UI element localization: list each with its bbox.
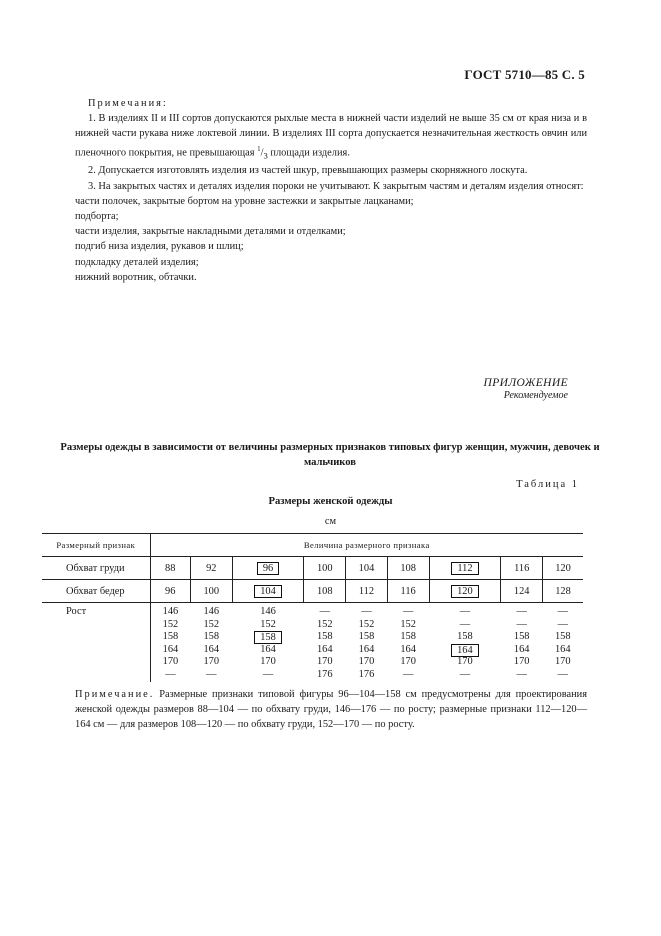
height-value: 164 bbox=[203, 643, 220, 655]
height-value: 170 bbox=[316, 656, 333, 668]
list-item: части изделия, закрытые накладными деталями и отделками; bbox=[75, 226, 346, 238]
height-value: — bbox=[516, 606, 527, 617]
table-row bbox=[42, 603, 583, 682]
height-value: — bbox=[402, 668, 414, 680]
height-value: 158 bbox=[203, 631, 220, 643]
height-value: — bbox=[557, 668, 568, 680]
table-cell: 116 bbox=[501, 557, 543, 580]
height-value: 158 bbox=[513, 631, 530, 643]
height-value: 146 bbox=[162, 606, 179, 617]
height-value: 170 bbox=[400, 656, 416, 668]
height-value: 158 bbox=[400, 631, 416, 643]
boxed-value: 164 bbox=[451, 644, 479, 657]
table-cell: 96 bbox=[150, 580, 190, 603]
list-item: нижний воротник, обтачки. bbox=[75, 271, 197, 283]
height-value: 158 bbox=[358, 631, 375, 643]
height-value: 146 bbox=[203, 606, 220, 617]
table-cell bbox=[232, 603, 304, 682]
closed-parts-list bbox=[75, 194, 587, 285]
height-value: 170 bbox=[554, 656, 571, 668]
height-value: 164 bbox=[400, 643, 416, 655]
height-value: 152 bbox=[162, 618, 179, 630]
notes-block bbox=[75, 96, 587, 285]
table-cell bbox=[232, 557, 304, 580]
list-item: подкладку деталей изделия; bbox=[75, 256, 199, 268]
height-value: 176 bbox=[316, 668, 333, 680]
height-value: — bbox=[361, 606, 372, 617]
row-label: Обхват груди bbox=[42, 557, 150, 580]
table-cell: 124 bbox=[501, 580, 543, 603]
height-value: 152 bbox=[358, 618, 375, 630]
table-subtitle: Размеры женской одежды bbox=[268, 496, 393, 507]
height-value: 164 bbox=[162, 643, 179, 655]
height-value: — bbox=[206, 668, 217, 680]
table-header-row bbox=[42, 534, 583, 557]
height-value: 164 bbox=[513, 643, 530, 655]
boxed-value: 112 bbox=[451, 562, 478, 575]
table-cell bbox=[304, 603, 346, 682]
boxed-value: 96 bbox=[257, 562, 279, 575]
header-values: Величина размерного признака bbox=[150, 534, 583, 557]
height-value: 152 bbox=[400, 618, 416, 630]
table-note bbox=[75, 687, 587, 733]
height-value: 164 bbox=[358, 643, 375, 655]
height-value: 158 bbox=[457, 631, 473, 643]
table-cell: 100 bbox=[304, 557, 346, 580]
height-value: 170 bbox=[358, 656, 375, 668]
list-item: подгиб низа изделия, рукавов и шлиц; bbox=[75, 241, 244, 253]
list-item: подборта; bbox=[75, 210, 119, 222]
table-row bbox=[42, 580, 583, 603]
table-cell: 88 bbox=[150, 557, 190, 580]
size-table bbox=[42, 533, 583, 682]
height-value: — bbox=[516, 668, 527, 680]
page-header: ГОСТ 5710—85 С. 5 bbox=[464, 67, 585, 82]
height-value: — bbox=[402, 606, 414, 617]
note-3: 3. На закрытых частях и деталях изделия пороки не учитывают. К закрытым частям и деталям изделия относят: bbox=[88, 180, 584, 192]
table-cell: 116 bbox=[387, 580, 429, 603]
table-cell bbox=[190, 603, 232, 682]
height-value: 170 bbox=[457, 656, 473, 668]
table-cell bbox=[429, 603, 501, 682]
height-value: 170 bbox=[513, 656, 530, 668]
table-note-text: Размерные признаки типовой фигуры 96—104—158 см предусмотрены для проектирования женской одежды размеров 88—104 — по обхвату груди, 146—176 — по росту; размерные признаки 112—120—164 см — для размеров 108—120 — по обхвату груди, 152—170 — по росту. bbox=[75, 689, 588, 731]
table-cell: 128 bbox=[543, 580, 583, 603]
height-value: — bbox=[557, 618, 568, 630]
boxed-value: 158 bbox=[254, 631, 282, 644]
height-value: 158 bbox=[554, 631, 571, 643]
height-value: 146 bbox=[260, 606, 276, 617]
table-cell bbox=[429, 557, 501, 580]
height-value: — bbox=[557, 606, 568, 617]
height-value: 158 bbox=[316, 631, 333, 643]
height-value: 164 bbox=[554, 643, 571, 655]
height-value: 170 bbox=[203, 656, 220, 668]
boxed-value: 120 bbox=[451, 585, 479, 598]
table-cell bbox=[543, 603, 583, 682]
height-value: — bbox=[165, 668, 176, 680]
table-number: Таблица 1 bbox=[516, 479, 579, 490]
row-label: Обхват бедер bbox=[42, 580, 150, 603]
notes-heading: Примечания: bbox=[88, 98, 168, 109]
table-cell: 108 bbox=[387, 557, 429, 580]
height-value: — bbox=[459, 618, 471, 630]
table-cell bbox=[429, 580, 501, 603]
header-feature: Размерный признак bbox=[42, 534, 150, 557]
height-value: 170 bbox=[260, 656, 276, 668]
table-note-label: Примечание. bbox=[75, 689, 155, 700]
table-cell bbox=[501, 603, 543, 682]
height-value: 170 bbox=[162, 656, 179, 668]
table-cell: 120 bbox=[543, 557, 583, 580]
list-item: части полочек, закрытые бортом на уровне застежки и закрытые лацканами; bbox=[75, 195, 414, 207]
height-value: — bbox=[516, 618, 527, 630]
unit-label: см bbox=[324, 516, 337, 527]
height-value: — bbox=[319, 606, 330, 617]
height-value: — bbox=[459, 668, 471, 680]
table-cell bbox=[150, 603, 190, 682]
height-value: 164 bbox=[316, 643, 333, 655]
height-value: 152 bbox=[316, 618, 333, 630]
appendix-label: ПРИЛОЖЕНИЕ Рекомендуемое bbox=[483, 377, 568, 401]
height-value: 176 bbox=[358, 668, 375, 680]
table-main-title: Размеры одежды в зависимости от величины размерных признаков типовых фигур женщин, мужчин, девочек и мальчиков bbox=[60, 442, 600, 468]
note-2: 2. Допускается изготовлять изделия из частей шкур, превышающих размеры скорняжного лоскута. bbox=[88, 165, 528, 177]
height-value: — bbox=[262, 668, 274, 680]
table-cell bbox=[387, 603, 429, 682]
table-cell: 100 bbox=[190, 580, 232, 603]
height-value: 152 bbox=[203, 618, 220, 630]
table-row bbox=[42, 557, 583, 580]
table-cell bbox=[232, 580, 304, 603]
height-value bbox=[232, 631, 304, 644]
height-value: — bbox=[459, 606, 471, 617]
table-cell: 112 bbox=[346, 580, 388, 603]
height-value: 164 bbox=[260, 643, 276, 655]
table-cell: 92 bbox=[190, 557, 232, 580]
table-cell bbox=[346, 603, 388, 682]
note-1: 1. В изделиях II и III сортов допускаются рыхлые места в нижней части изделий не выше 35 см от края низа и в нижней части рукава ниже локтевой линии. В изделиях III сорта допускается незначительная жесткость овчин или пленочного покрытия, не превышающая $^1/_3$ площади изделия. bbox=[75, 113, 587, 161]
boxed-value: 104 bbox=[254, 585, 282, 598]
height-value: 152 bbox=[260, 618, 276, 630]
height-value bbox=[429, 644, 501, 657]
table-cell: 104 bbox=[346, 557, 388, 580]
height-value: 158 bbox=[162, 631, 179, 643]
table-cell: 108 bbox=[304, 580, 346, 603]
row-label: Рост bbox=[42, 603, 150, 682]
